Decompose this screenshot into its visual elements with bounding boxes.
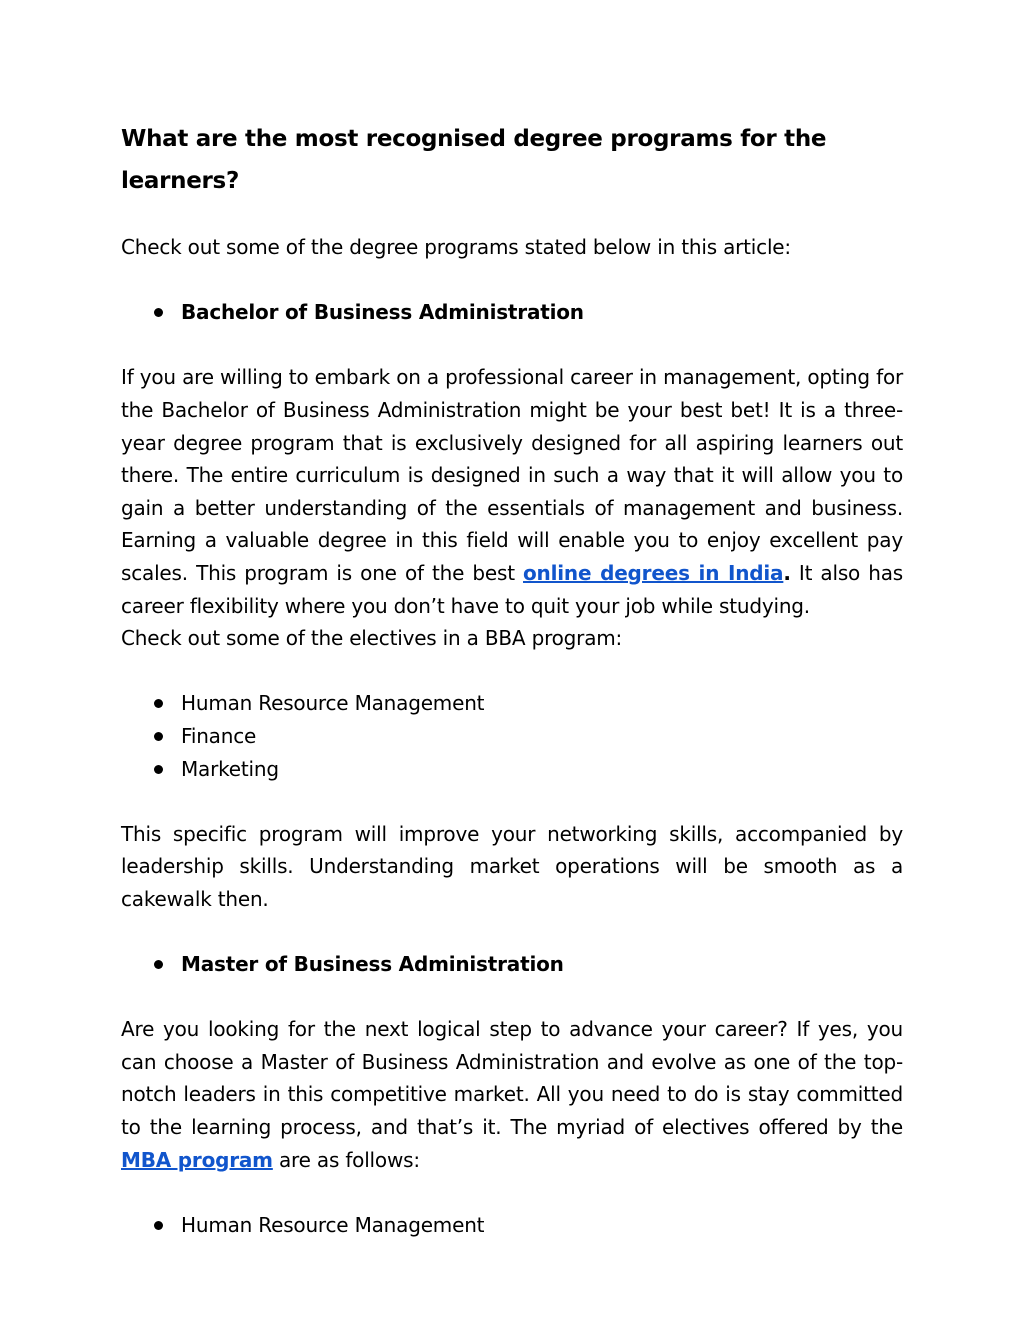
spacer xyxy=(121,264,903,297)
bba-electives-intro: Check out some of the electives in a BBA program: xyxy=(121,626,623,651)
spacer xyxy=(121,981,903,1014)
spacer xyxy=(121,1176,903,1209)
spacer xyxy=(121,915,903,948)
spacer xyxy=(121,655,903,688)
link-period: . xyxy=(783,560,791,585)
bullet-icon xyxy=(154,765,163,774)
bba-paragraph-text: If you are willing to embark on a professional career in management, opting for the Bachelor of Business Administration might be your best bet! It is a three-year degree program that is exclusively designed for all aspiring learners out there. The entire curriculum is designed in such a way that it will allow you to gain a better understanding of the essentials of management and business. Earning a valuable degree in this field will enable you to enjoy excellent pay scales. This program is one of the best xyxy=(121,365,903,585)
bba-closing-paragraph: This specific program will improve your networking skills, accompanied by leadership skills. Understanding market operations will be smooth as a cakewalk then. xyxy=(121,821,903,911)
list-item xyxy=(121,720,903,753)
bullet-icon xyxy=(154,699,163,708)
bullet-icon xyxy=(154,308,163,317)
bullet-icon xyxy=(154,732,163,741)
bba-paragraph-text-end: It also has career flexibility where you don’t have to quit your job while studying. xyxy=(121,560,904,618)
mba-program-link[interactable]: MBA program xyxy=(121,1147,273,1172)
bba-heading: Bachelor of Business Administration xyxy=(181,300,584,325)
spacer xyxy=(121,785,903,818)
mba-heading: Master of Business Administration xyxy=(181,952,564,977)
spacer xyxy=(121,329,903,362)
list-item xyxy=(121,1209,903,1242)
bullet-icon xyxy=(154,1221,163,1230)
mba-paragraph-text-end: are as follows: xyxy=(272,1147,420,1172)
list-item xyxy=(121,687,903,720)
bullet-icon xyxy=(154,960,163,969)
document-page xyxy=(121,118,903,1241)
intro-text: Check out some of the degree programs stated below in this article: xyxy=(121,235,791,259)
list-item xyxy=(121,948,903,981)
mba-heading-list xyxy=(121,948,903,981)
mba-paragraph xyxy=(121,1013,903,1176)
elective-label: Human Resource Management xyxy=(181,1212,485,1237)
bba-paragraph xyxy=(121,361,903,622)
bba-electives-list xyxy=(121,687,903,785)
elective-label: Marketing xyxy=(181,756,279,781)
mba-electives-list xyxy=(121,1209,903,1242)
elective-label: Finance xyxy=(181,723,257,748)
page-title: What are the most recognised degree programs for the learners? xyxy=(121,126,827,194)
mba-paragraph-text: Are you looking for the next logical step to advance your career? If yes, you can choose a Master of Business Administration and evolve as one of the top-notch leaders in this competitive market. All you need to do is stay committed to the learning process, and that’s it. The myriad of electives offered by the xyxy=(121,1017,903,1140)
bba-heading-list xyxy=(121,296,903,329)
list-item xyxy=(121,753,903,786)
online-degrees-link[interactable]: online degrees in India xyxy=(523,560,784,585)
elective-label: Human Resource Management xyxy=(181,691,485,716)
list-item xyxy=(121,296,903,329)
